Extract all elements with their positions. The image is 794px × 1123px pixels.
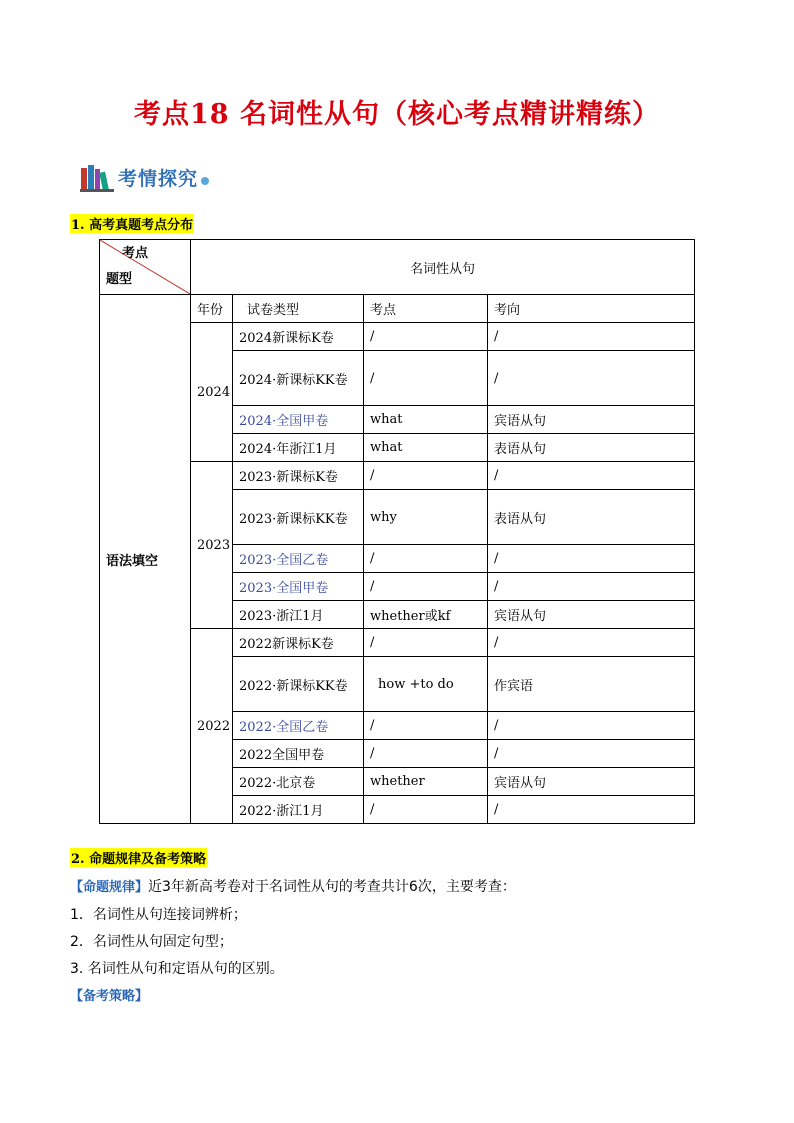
paper-cell: 2022·北京卷 — [233, 768, 364, 796]
paper-cell: 2023·全国乙卷 — [233, 545, 364, 573]
strategy-label: 【备考策略】 — [70, 989, 149, 1004]
point-cell: / — [364, 351, 488, 406]
banner-text: 考情探究 — [118, 167, 199, 190]
rule-paragraph — [70, 876, 516, 896]
direction-cell: 宾语从句 — [488, 601, 695, 629]
point-cell: / — [364, 629, 488, 657]
exam-distribution-table — [99, 239, 695, 824]
col-paper: 试卷类型 — [233, 295, 364, 323]
direction-cell: / — [488, 462, 695, 490]
point-cell: / — [364, 462, 488, 490]
paper-cell: 2022·全国乙卷 — [233, 712, 364, 740]
corner-top-label: 考点 — [122, 246, 149, 261]
point-cell: / — [364, 545, 488, 573]
paper-cell: 2024·全国甲卷 — [233, 406, 364, 434]
list-item: 1．名词性从句连接词辨析； — [70, 907, 247, 923]
year-cell: 2022 — [191, 629, 233, 824]
rule-label: 【命题规律】 — [70, 880, 149, 895]
direction-cell: / — [488, 796, 695, 824]
point-cell: what — [364, 406, 488, 434]
col-point: 考点 — [364, 295, 488, 323]
strategy-paragraph — [70, 985, 148, 1004]
section-banner — [80, 160, 209, 194]
paper-cell: 2022新课标K卷 — [233, 629, 364, 657]
point-cell: / — [364, 323, 488, 351]
point-cell: / — [364, 796, 488, 824]
direction-cell: / — [488, 545, 695, 573]
direction-cell: / — [488, 573, 695, 601]
direction-cell: 宾语从句 — [488, 768, 695, 796]
year-cell: 2024 — [191, 323, 233, 462]
paper-cell: 2023·新课标K卷 — [233, 462, 364, 490]
paper-cell: 2024新课标K卷 — [233, 323, 364, 351]
col-direction: 考向 — [488, 295, 695, 323]
paper-cell: 2023·浙江1月 — [233, 601, 364, 629]
corner-cell — [100, 240, 191, 295]
paper-cell: 2022·浙江1月 — [233, 796, 364, 824]
point-cell: / — [364, 712, 488, 740]
direction-cell: / — [488, 323, 695, 351]
paper-cell: 2024·新课标KK卷 — [233, 351, 364, 406]
page-title: 考点18 名词性从句（核心考点精讲精练） — [134, 99, 660, 130]
direction-cell: / — [488, 629, 695, 657]
direction-cell: / — [488, 712, 695, 740]
point-cell: how +to do — [364, 657, 488, 712]
point-cell: what — [364, 434, 488, 462]
direction-cell: 表语从句 — [488, 490, 695, 545]
point-cell: / — [364, 573, 488, 601]
list-item: 2．名词性从句固定句型； — [70, 934, 233, 950]
topic-header: 名词性从句 — [191, 240, 695, 295]
list-item: 3. 名词性从句和定语从句的区别。 — [70, 961, 284, 977]
section2-heading: 2. 命题规律及备考策略 — [70, 848, 207, 867]
direction-cell: 宾语从句 — [488, 406, 695, 434]
point-cell: why — [364, 490, 488, 545]
point-cell: whether或kf — [364, 601, 488, 629]
direction-cell: / — [488, 351, 695, 406]
year-cell: 2023 — [191, 462, 233, 629]
section1-heading: 1. 高考真题考点分布 — [70, 214, 194, 233]
point-cell: / — [364, 740, 488, 768]
paper-cell: 2023·新课标KK卷 — [233, 490, 364, 545]
books-icon — [80, 162, 116, 192]
corner-bottom-label: 题型 — [106, 272, 133, 287]
paper-cell: 2022·新课标KK卷 — [233, 657, 364, 712]
direction-cell: 表语从句 — [488, 434, 695, 462]
banner-dot-icon — [201, 177, 209, 185]
rule-text: 近3年新高考卷对于名词性从句的考查共计6次，主要考查： — [148, 879, 516, 895]
direction-cell: 作宾语 — [488, 657, 695, 712]
paper-cell: 2023·全国甲卷 — [233, 573, 364, 601]
paper-cell: 2022全国甲卷 — [233, 740, 364, 768]
col-year: 年份 — [191, 295, 233, 323]
direction-cell: / — [488, 740, 695, 768]
point-cell: whether — [364, 768, 488, 796]
question-type-cell: 语法填空 — [100, 295, 191, 824]
paper-cell: 2024·年浙江1月 — [233, 434, 364, 462]
